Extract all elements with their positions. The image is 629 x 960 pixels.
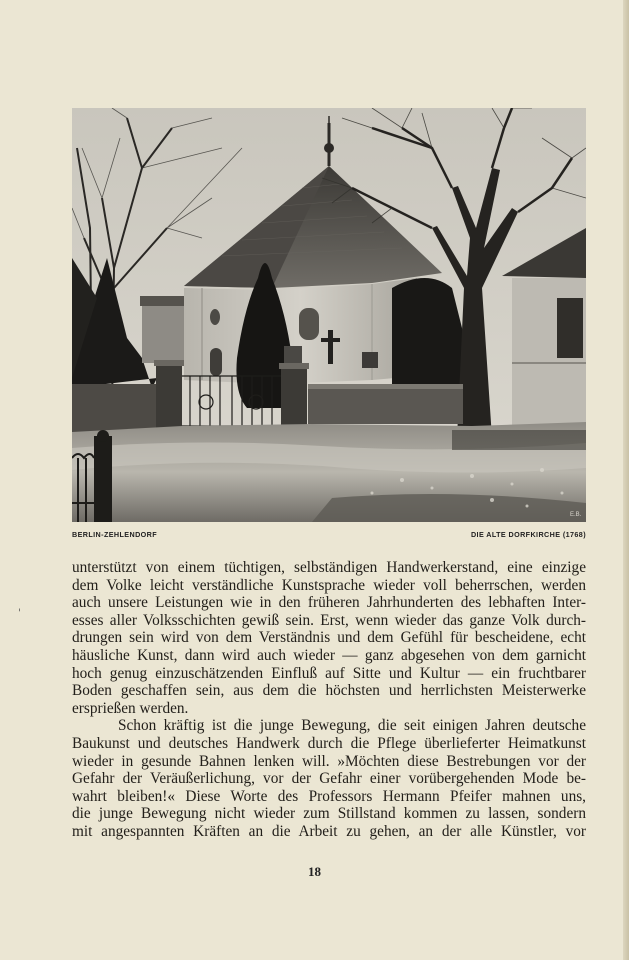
text-line: wieder in gesunde Bahnen lenken will. »Möchten diese Bestrebungen vor der — [72, 752, 586, 770]
caption-location: BERLIN-ZEHLENDORF — [72, 530, 158, 539]
page-edge — [623, 0, 629, 960]
text-line: dem Volke leicht verständliche Kunstsprache wieder voll beherrschen, werden — [72, 576, 586, 594]
text-line: auch unsere Leistungen wie in den früheren Jahrhunderten des lebhaften Inter- — [72, 594, 586, 612]
text-line: Boden geschaffen sein, aus dem die höchsten und herrlichsten Meisterwerke — [72, 682, 586, 700]
photo-caption — [72, 530, 586, 544]
text-line: mit angespannten Kräften an die Arbeit zu gehen, an der alle Künstler, vor — [72, 822, 586, 840]
text-line: Baukunst und deutsches Handwerk durch die Pflege überlieferter Heimatkunst — [72, 734, 586, 752]
church-photograph — [72, 108, 586, 522]
text-line: Schon kräftig ist die junge Bewegung, die seit einigen Jahren deutsche — [118, 717, 586, 735]
text-line: die junge Bewegung nicht wieder zum Stillstand kommen zu lassen, sondern — [72, 805, 586, 823]
margin-mark: ' — [18, 608, 21, 619]
text-line: drungen sein wird von dem Verständnis und dem Gefühl für bescheidene, echt — [72, 629, 586, 647]
text-line: häusliche Kunst, dann wird auch wieder — ganz abgesehen von dem garnicht — [72, 646, 586, 664]
text-line: hoch genug einzuschätzenden Einfluß auf Sitte und Kultur — ein fruchtbarer — [72, 664, 586, 682]
page-number: 18 — [308, 864, 321, 879]
body-text — [72, 559, 586, 841]
text-line: unterstützt von einem tüchtigen, selbständigen Handwerkerstand, eine einzige — [72, 559, 586, 576]
text-line: esses aller Volksschichten gewiß sein. Erst, wenn wieder das ganze Volk durch- — [72, 611, 586, 629]
caption-title: DIE ALTE DORFKIRCHE (1768) — [470, 530, 586, 539]
text-line: wahrt bleiben!« Diese Worte des Professors Hermann Pfeifer mahnen uns, — [72, 787, 586, 805]
text-line: ersprießen werden. — [72, 699, 189, 717]
text-line: Gefahr der Veräußerlichung, vor der Gefahr einer vorübergehenden Mode be- — [72, 770, 586, 788]
photo-monogram: E.B. — [570, 512, 582, 518]
